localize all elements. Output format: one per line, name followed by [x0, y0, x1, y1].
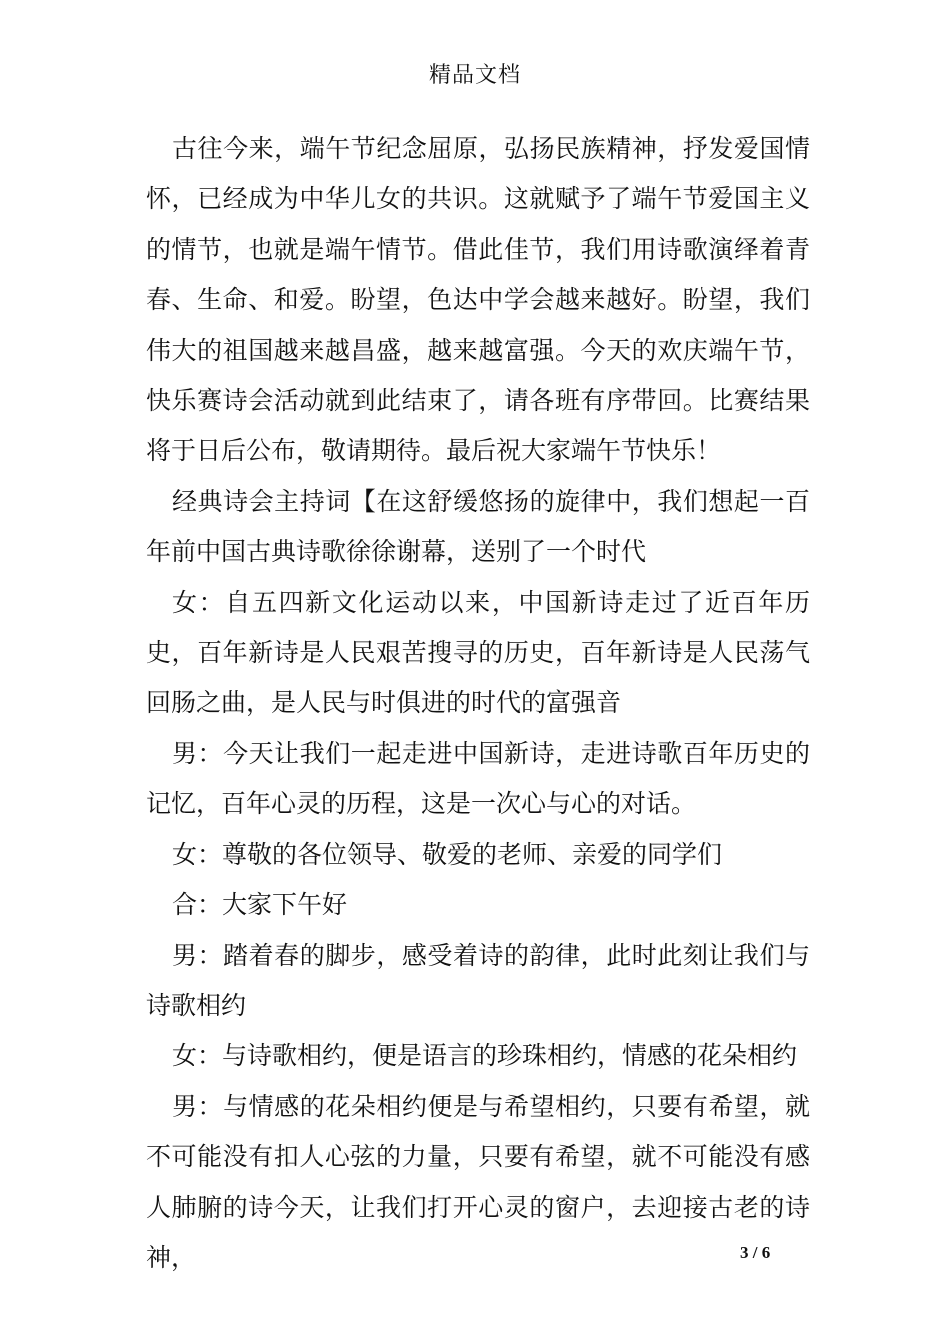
paragraph: 男：踏着春的脚步，感受着诗的韵律，此时此刻让我们与诗歌相约 [146, 940, 810, 1020]
page-number: 3 / 6 [740, 1243, 771, 1262]
paragraph: 经典诗会主持词【在这舒缓悠扬的旋律中，我们想起一百年前中国古典诗歌徐徐谢幕，送别了一个时代 [146, 486, 810, 567]
paragraph: 男：与情感的花朵相约便是与希望相约，只要有希望，就不可能没有扣人心弦的力量，只要有希望，就不可能没有感人肺腑的诗今天，让我们打开心灵的窗户，去迎接古老的诗神， [146, 1091, 810, 1272]
document-body [146, 124, 810, 1283]
paragraph: 女：自五四新文化运动以来，中国新诗走过了近百年历史，百年新诗是人民艰苦搜寻的历史，百年新诗是人民荡气回肠之曲，是人民与时俱进的时代的富强音 [146, 587, 810, 718]
page-header-title: 精品文档 [428, 63, 521, 88]
paragraph: 女：与诗歌相约，便是语言的珍珠相约，情感的花朵相约 [172, 1041, 798, 1071]
paragraph: 女：尊敬的各位领导、敬爱的老师、亲爱的同学们 [172, 839, 723, 869]
paragraph: 合：大家下午好 [172, 890, 348, 920]
paragraph: 男：今天让我们一起走进中国新诗，走进诗歌百年历史的记忆，百年心灵的历程，这是一次心与心的对话。 [146, 738, 810, 819]
paragraph: 古往今来，端午节纪念屈原，弘扬民族精神，抒发爱国情怀，已经成为中华儿女的共识。这就赋予了端午节爱国主义的情节，也就是端午情节。借此佳节，我们用诗歌演绎着青春、生命、和爱。盼望，色达中学会越来越好。盼望，我们伟大的祖国越来越昌盛，越来越富强。今天的欢庆端午节，快乐赛诗会活动就到此结束了，请各班有序带回。比赛结果将于日后公布，敬请期待。最后祝大家端午节快乐！ [146, 134, 810, 466]
